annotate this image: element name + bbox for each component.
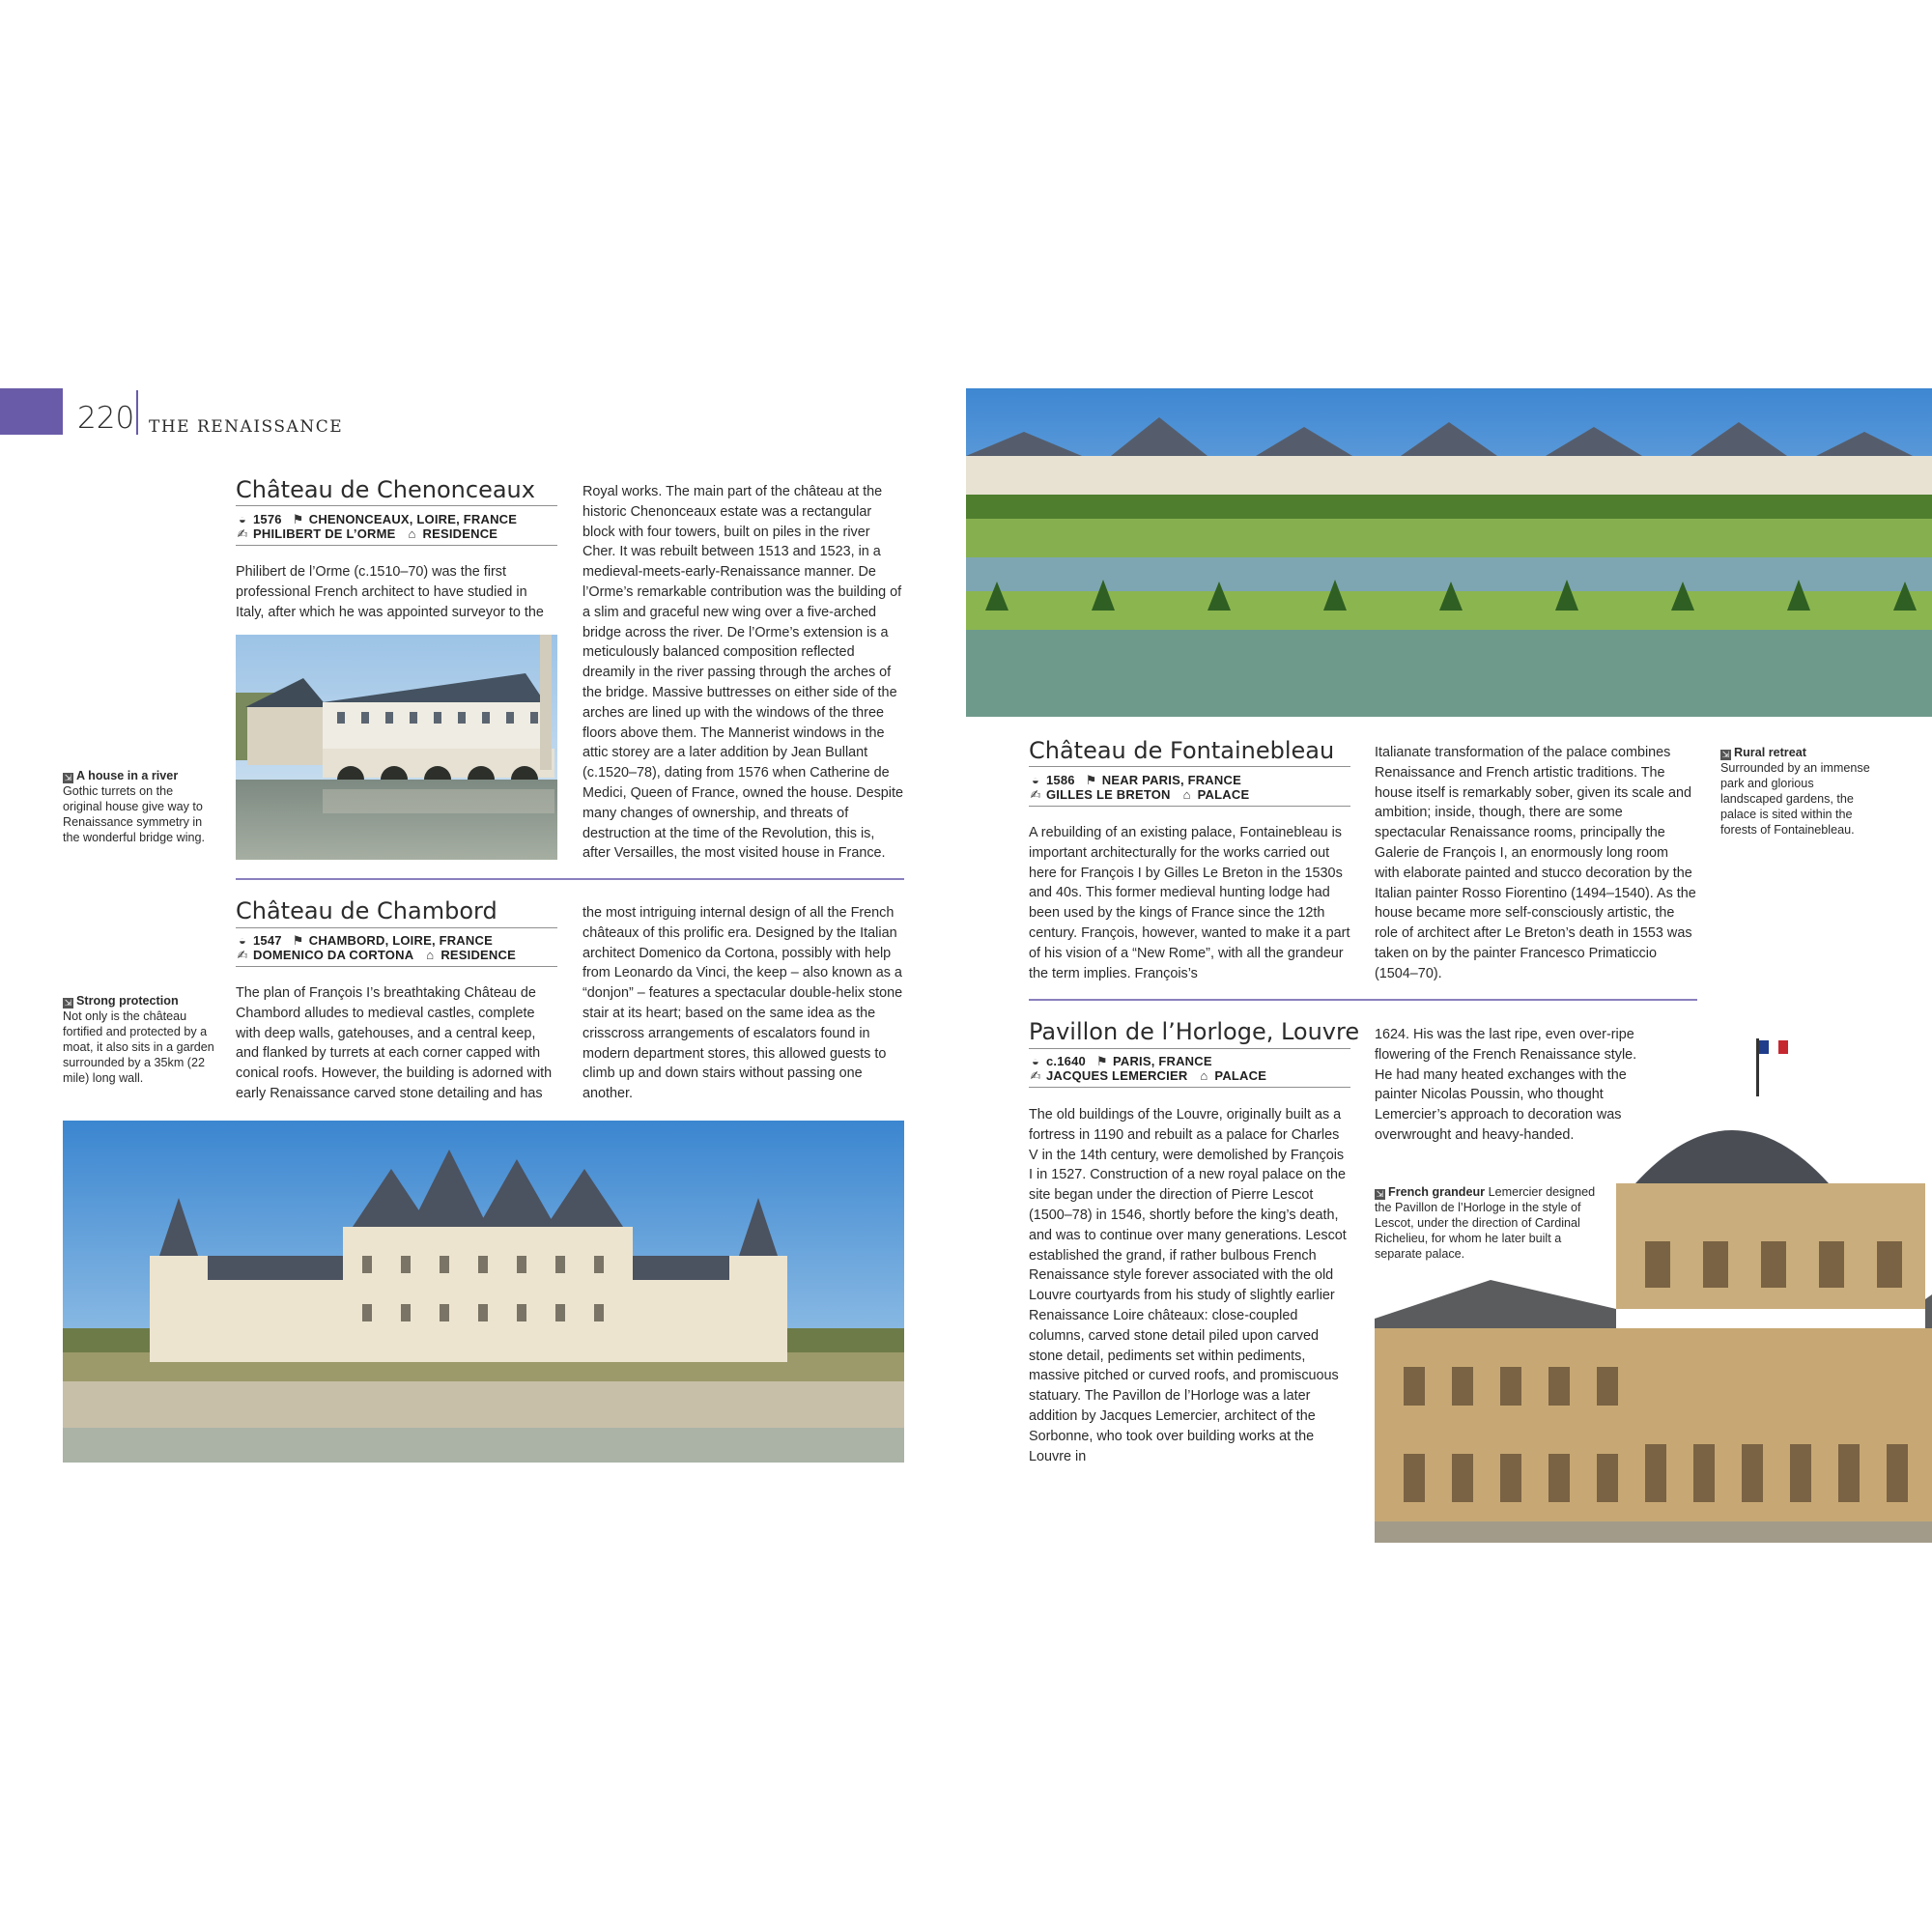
fontainebleau-meta-line2 — [1029, 787, 1249, 803]
chenonceaux-title: Château de Chenonceaux — [236, 476, 535, 503]
chenonceaux-meta-line1 — [236, 512, 517, 527]
chambord-meta-line2 — [236, 948, 516, 963]
arrow-icon: ⇲ — [1376, 1189, 1384, 1199]
pencil-icon: ✍ — [237, 948, 248, 962]
title-rule — [1029, 766, 1350, 767]
section-label: THE RENAISSANCE — [149, 417, 344, 437]
half-circle-icon: ◒ — [1031, 1054, 1040, 1068]
fontainebleau-architect: GILLES LE BRETON — [1046, 787, 1171, 802]
chenonceaux-illustration — [236, 635, 557, 860]
chambord-paragraph-1: The plan of François I’s breathtaking Château de Chambord alludes to medieval castles, complete with deep walls, gatehouses, and a central keep, and flanked by turrets at each corner capped with conical roofs. However, the building is adorned with early Renaissance carved stone detailing and has — [236, 985, 553, 1101]
fontainebleau-type: PALACE — [1197, 787, 1250, 802]
pencil-icon: ✍ — [237, 526, 248, 541]
louvre-meta-line1 — [1029, 1054, 1212, 1069]
flag-icon: ⚑ — [1085, 773, 1097, 787]
pencil-icon: ✍ — [1030, 1068, 1041, 1083]
chambord-location: CHAMBORD, LOIRE, FRANCE — [308, 933, 493, 948]
header-divider — [136, 390, 138, 435]
chambord-type: RESIDENCE — [440, 948, 516, 962]
chambord-body-col2 — [582, 903, 904, 1104]
fontainebleau-caption — [1720, 745, 1875, 838]
caption-title: Rural retreat — [1734, 746, 1806, 759]
chenonceaux-photo — [236, 635, 557, 860]
louvre-paragraph-1: The old buildings of the Louvre, originally built as a fortress in 1190 and rebuilt as a palace for Charles V in the 14th century, were demolished by François I in 1527. Construction of a new royal palace on the site began under the direction of Pierre Lescot (1500–78) in 1546, shortly before the king’s death, and was to continue over many generations. Lescot established the grand, if rather bulbous French Renaissance style forever associated with the old Louvre courtyards from his study of slightly earlier Renaissance Loire châteaux: close-coupled columns, carved stone detail piled upon carved stone detail, pediments set within pediments, massive pitched or curved roofs, and promiscuous statuary. The Pavillon de l’Horloge was a later addition by Jacques Lemercier, architect of the Sorbonne, who took over building works at the Louvre in — [1029, 1107, 1347, 1464]
section-tab-marker — [0, 388, 63, 435]
fontainebleau-body-col1 — [1029, 823, 1350, 983]
fontainebleau-date: 1586 — [1046, 773, 1075, 787]
half-circle-icon: ◒ — [238, 512, 247, 526]
half-circle-icon: ◒ — [238, 933, 247, 948]
arrow-icon: ⇲ — [64, 773, 72, 782]
louvre-paragraph-2: 1624. His was the last ripe, even over-ripe flowering of the French Renaissance style. He had many heated exchanges with the painter Nicolas Poussin, who thought Lemercier’s approach to decoration was overwrought and heavy-handed. — [1375, 1027, 1637, 1143]
fontainebleau-photo — [966, 388, 1932, 717]
caption-text: Gothic turrets on the original house give way to Renaissance symmetry in the wonderful bridge wing. — [63, 784, 206, 844]
chambord-date: 1547 — [253, 933, 282, 948]
chenonceaux-architect: PHILIBERT DE L’ORME — [253, 526, 396, 541]
louvre-architect: JACQUES LEMERCIER — [1046, 1068, 1188, 1083]
chambord-caption — [63, 993, 217, 1086]
fontainebleau-title: Château de Fontainebleau — [1029, 737, 1335, 764]
louvre-body-col2 — [1375, 1025, 1655, 1146]
chenonceaux-date: 1576 — [253, 512, 282, 526]
chambord-meta-line1 — [236, 933, 493, 949]
chambord-illustration — [63, 1121, 904, 1463]
arrow-icon: ⇲ — [64, 998, 72, 1008]
pencil-icon: ✍ — [1030, 787, 1041, 802]
chenonceaux-body-col1 — [236, 562, 557, 622]
caption-title: French grandeur — [1388, 1185, 1486, 1199]
chenonceaux-type: RESIDENCE — [422, 526, 498, 541]
chambord-title: Château de Chambord — [236, 897, 497, 924]
section-divider — [1029, 999, 1697, 1001]
flag-icon: ⚑ — [292, 933, 304, 948]
fontainebleau-location: NEAR PARIS, FRANCE — [1101, 773, 1241, 787]
half-circle-icon: ◒ — [1031, 773, 1040, 787]
caption-title: A house in a river — [76, 769, 179, 782]
caption-text: Lemercier designed the Pavillon de l’Horloge in the style of Lescot, under the direction of Cardinal Richelieu, for whom he later built a separate palace. — [1375, 1185, 1596, 1261]
chenonceaux-location: CHENONCEAUX, LOIRE, FRANCE — [308, 512, 518, 526]
title-rule — [236, 505, 557, 506]
fontainebleau-paragraph-1: A rebuilding of an existing palace, Fontainebleau is important architecturally for the works carried out here for François I by Gilles Le Breton in the 1530s and 40s. This former medieval hunting lodge had been used by the kings of France since the 12th century. François, however, wanted to make it a part of his vision of a “New Rome”, with all the grandeur the term implies. François’s — [1029, 825, 1350, 981]
caption-title: Strong protection — [76, 994, 179, 1008]
meta-rule — [1029, 1087, 1350, 1088]
temple-icon: ⌂ — [408, 526, 416, 541]
chenonceaux-body-col2 — [582, 482, 904, 864]
caption-text: Surrounded by an immense park and glorious landscaped gardens, the palace is sited within the forests of Fontainebleau. — [1720, 761, 1870, 837]
arrow-icon: ⇲ — [1721, 750, 1730, 759]
title-rule — [1029, 1048, 1350, 1049]
fontainebleau-body-col2 — [1375, 743, 1696, 984]
louvre-date: c.1640 — [1046, 1054, 1086, 1068]
louvre-type: PALACE — [1214, 1068, 1267, 1083]
meta-rule — [236, 545, 557, 546]
louvre-meta-line2 — [1029, 1068, 1266, 1084]
temple-icon: ⌂ — [1200, 1068, 1208, 1083]
chenonceaux-paragraph-2: Royal works. The main part of the château at the historic Chenonceaux estate was a rectangular block with four towers, built on piles in the river Cher. It was rebuilt between 1513 and 1523, in a medieval-meets-early-Renaissance manner. De l’Orme’s remarkable contribution was the building of a slim and graceful new wing over a five-arched bridge across the river. De l’Orme’s extension is a meticulously balanced composition reflected dreamily in the river passing through the arches of the bridge. Massive buttresses on either side of the arches are lined up with the windows of the three floors above them. The Mannerist windows in the attic storey are a later addition by Jean Bullant (c.1520–78), dating from 1576 when Catherine de Medici, Queen of France, owned the house. Despite many changes of ownership, and threats of destruction at the time of the Revolution, this is, after Versailles, the most visited house in France. — [582, 484, 903, 862]
temple-icon: ⌂ — [1182, 787, 1191, 802]
meta-rule — [1029, 806, 1350, 807]
fontainebleau-meta-line1 — [1029, 773, 1241, 788]
page-number: 220 — [77, 401, 135, 436]
flag-icon: ⚑ — [292, 512, 304, 526]
fontainebleau-paragraph-2: Italianate transformation of the palace combines Renaissance and French artistic traditions. The house itself is remarkably sober, given its scale and ambition; inside, though, there are some spectacular Renaissance rooms, principally the Galerie de François I, an enormously long room with elaborate painted and stucco decoration by the Italian painter Rosso Fiorentino (1494–1540). As the house became more self-consciously artistic, the role of architect after Le Breton’s death in 1553 was taken on by the painter Francesco Primaticcio (1504–70). — [1375, 745, 1696, 981]
louvre-title: Pavillon de l’Horloge, Louvre — [1029, 1018, 1360, 1045]
chambord-paragraph-2: the most intriguing internal design of all the French châteaux of this prolific era. Designed by the Italian architect Domenico da Cortona, possibly with help from Leonardo da Vinci, the keep – also known as a “donjon” – features a spectacular double-helix stone stair at its heart; based on the same idea as the crisscross arrangements of escalators found in modern department stores, this allowed guests to climb up and down stairs without passing one another. — [582, 905, 903, 1102]
caption-text: Not only is the château fortified and protected by a moat, it also sits in a garden surrounded by a 35km (22 mile) long wall. — [63, 1009, 214, 1085]
title-rule — [236, 927, 557, 928]
chenonceaux-caption — [63, 768, 208, 845]
section-divider — [236, 878, 904, 880]
louvre-caption — [1375, 1184, 1599, 1262]
fontainebleau-illustration — [966, 388, 1932, 717]
chambord-architect: DOMENICO DA CORTONA — [253, 948, 414, 962]
louvre-body-col1 — [1029, 1105, 1350, 1466]
chambord-body-col1 — [236, 983, 557, 1104]
temple-icon: ⌂ — [426, 948, 435, 962]
louvre-location: PARIS, FRANCE — [1112, 1054, 1212, 1068]
meta-rule — [236, 966, 557, 967]
chambord-photo — [63, 1121, 904, 1463]
flag-icon: ⚑ — [1096, 1054, 1108, 1068]
chenonceaux-paragraph-1: Philibert de l’Orme (c.1510–70) was the first professional French architect to have studied in Italy, after which he was appointed surveyor to the — [236, 564, 544, 620]
chenonceaux-meta-line2 — [236, 526, 497, 542]
